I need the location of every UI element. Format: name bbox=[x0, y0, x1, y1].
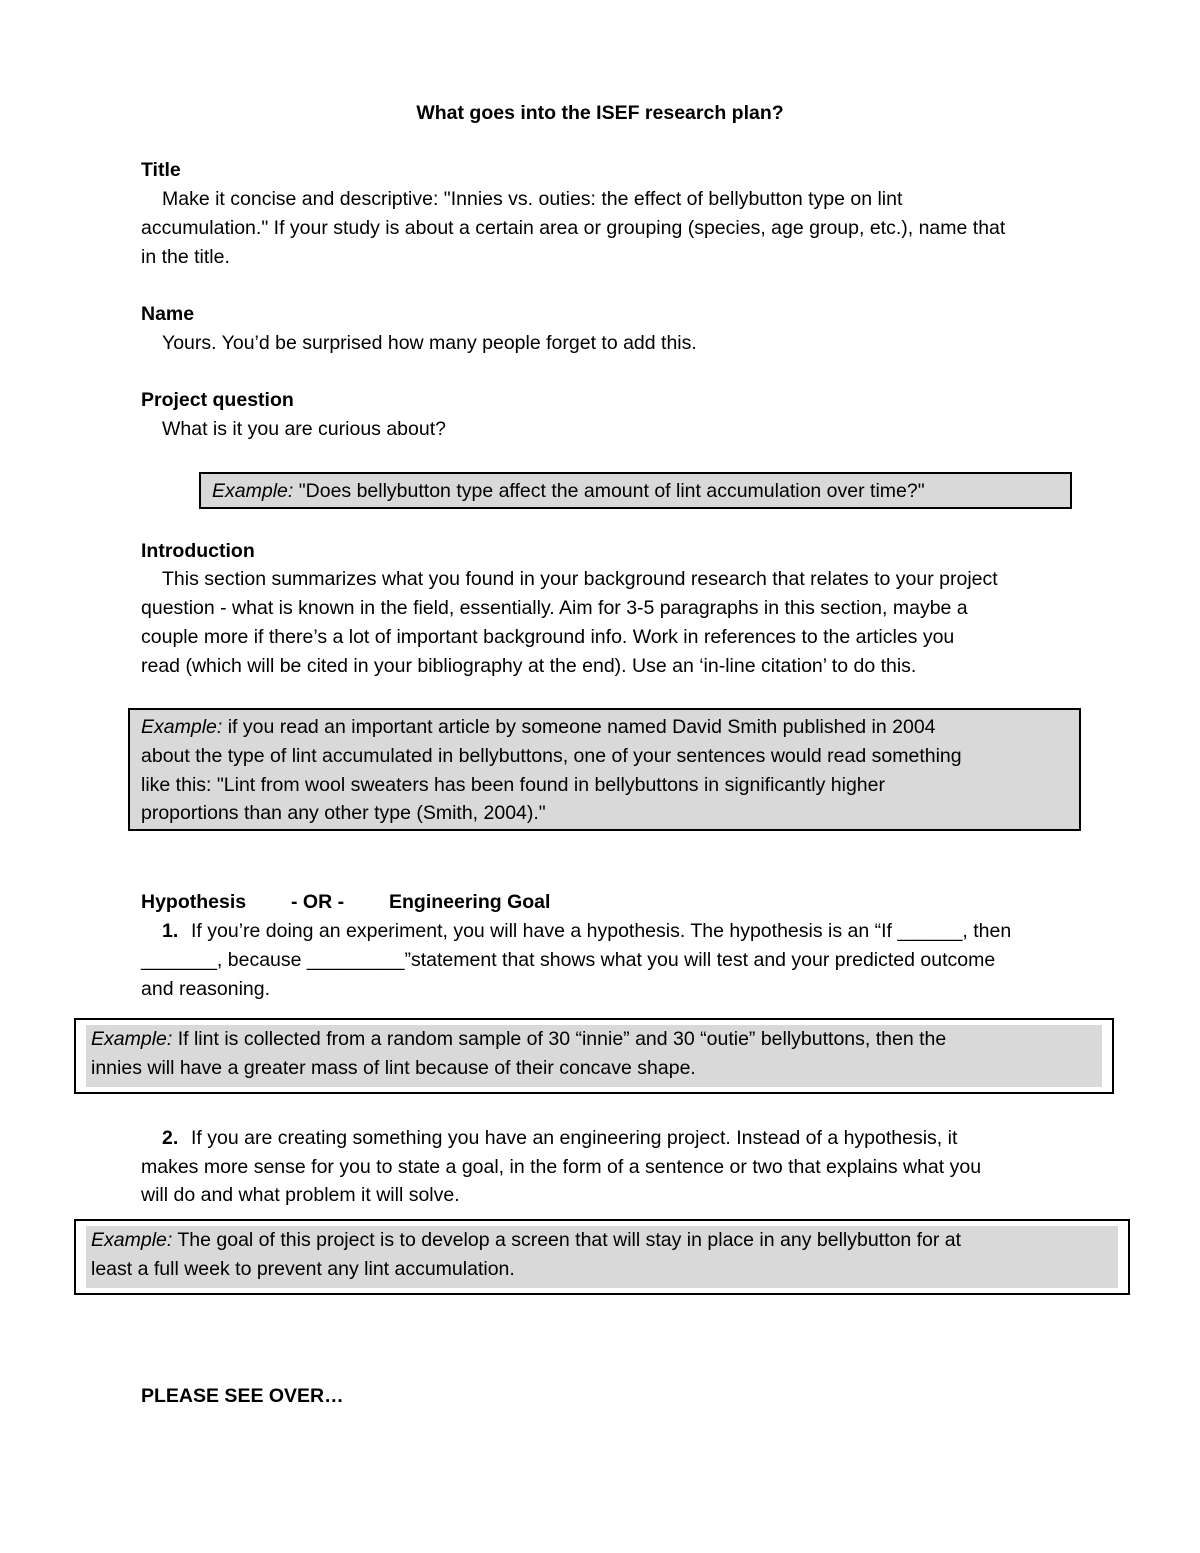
engineering-text-line: If you are creating something you have an engineering project. Instead of a hypothesis, it bbox=[191, 1127, 958, 1149]
engineering-text-line: will do and what problem it will solve. bbox=[141, 1184, 460, 1206]
intro-text-line: read (which will be cited in your bibliography at the end). Use an ‘in-line citation’ to do this. bbox=[141, 655, 917, 677]
title-text-line: in the title. bbox=[141, 246, 230, 268]
section-heading-title: Title bbox=[141, 159, 181, 181]
footer-note: PLEASE SEE OVER… bbox=[141, 1385, 344, 1407]
name-text: Yours. You’d be surprised how many people forget to add this. bbox=[162, 332, 697, 354]
example-label: Example: bbox=[91, 1028, 173, 1050]
intro-text-line: couple more if there’s a lot of important background info. Work in references to the articles you bbox=[141, 626, 955, 648]
list-number: 2. bbox=[162, 1127, 179, 1149]
example-text: proportions than any other type (Smith, 2004)." bbox=[141, 802, 546, 824]
title-text-line: accumulation." If your study is about a certain area or grouping (species, age group, etc.), name that bbox=[141, 217, 1006, 239]
question-example-box bbox=[199, 472, 1072, 509]
title-text-line: Make it concise and descriptive: "Innies vs. outies: the effect of bellybutton type on lint bbox=[162, 188, 903, 210]
example-text: like this: "Lint from wool sweaters has been found in bellybuttons in significantly higher bbox=[141, 774, 885, 796]
example-text bbox=[91, 1226, 961, 1255]
example-text bbox=[212, 477, 925, 506]
example-content: if you read an important article by someone named David Smith published in 2004 bbox=[222, 716, 936, 738]
hypothesis-text-line: and reasoning. bbox=[141, 978, 271, 1000]
example-label: Example: bbox=[212, 480, 294, 502]
example-content: If lint is collected from a random sample of 30 “innie” and 30 “outie” bellybuttons, then the bbox=[172, 1028, 947, 1050]
intro-example-box bbox=[128, 708, 1081, 831]
page-title: What goes into the ISEF research plan? bbox=[416, 102, 784, 124]
example-content: The goal of this project is to develop a screen that will stay in place in any bellybutton for at bbox=[172, 1229, 962, 1251]
hypothesis-text-line: _______, because _________”statement that shows what you will test and your predicted outcome bbox=[141, 949, 996, 971]
hypothesis-text-line: If you’re doing an experiment, you will have a hypothesis. The hypothesis is an “If ______, then bbox=[191, 920, 1012, 942]
example-shade bbox=[86, 1025, 1102, 1087]
example-label: Example: bbox=[141, 716, 223, 738]
example-text: about the type of lint accumulated in bellybuttons, one of your sentences would read something bbox=[141, 745, 962, 767]
intro-text-line: This section summarizes what you found in your background research that relates to your project bbox=[162, 568, 998, 590]
question-text: What is it you are curious about? bbox=[162, 418, 446, 440]
hypothesis-example-box bbox=[74, 1018, 1114, 1094]
example-shade bbox=[86, 1226, 1118, 1288]
engineering-example-box bbox=[74, 1219, 1130, 1295]
example-text bbox=[141, 713, 936, 742]
section-heading-engineering-goal: Engineering Goal bbox=[389, 891, 551, 913]
example-text: innies will have a greater mass of lint because of their concave shape. bbox=[91, 1057, 696, 1079]
example-text bbox=[91, 1025, 946, 1054]
section-heading-question: Project question bbox=[141, 389, 294, 411]
intro-text-line: question - what is known in the field, essentially. Aim for 3-5 paragraphs in this section, maybe a bbox=[141, 597, 968, 619]
example-text: least a full week to prevent any lint accumulation. bbox=[91, 1258, 515, 1280]
example-label: Example: bbox=[91, 1229, 173, 1251]
section-heading-or: - OR - bbox=[291, 891, 345, 913]
section-heading-introduction: Introduction bbox=[141, 540, 255, 562]
engineering-text-line: makes more sense for you to state a goal, in the form of a sentence or two that explains what you bbox=[141, 1156, 982, 1178]
list-number: 1. bbox=[162, 920, 179, 942]
example-content: "Does bellybutton type affect the amount of lint accumulation over time?" bbox=[293, 480, 925, 502]
section-heading-name: Name bbox=[141, 303, 195, 325]
section-heading-hypothesis: Hypothesis bbox=[141, 891, 247, 913]
